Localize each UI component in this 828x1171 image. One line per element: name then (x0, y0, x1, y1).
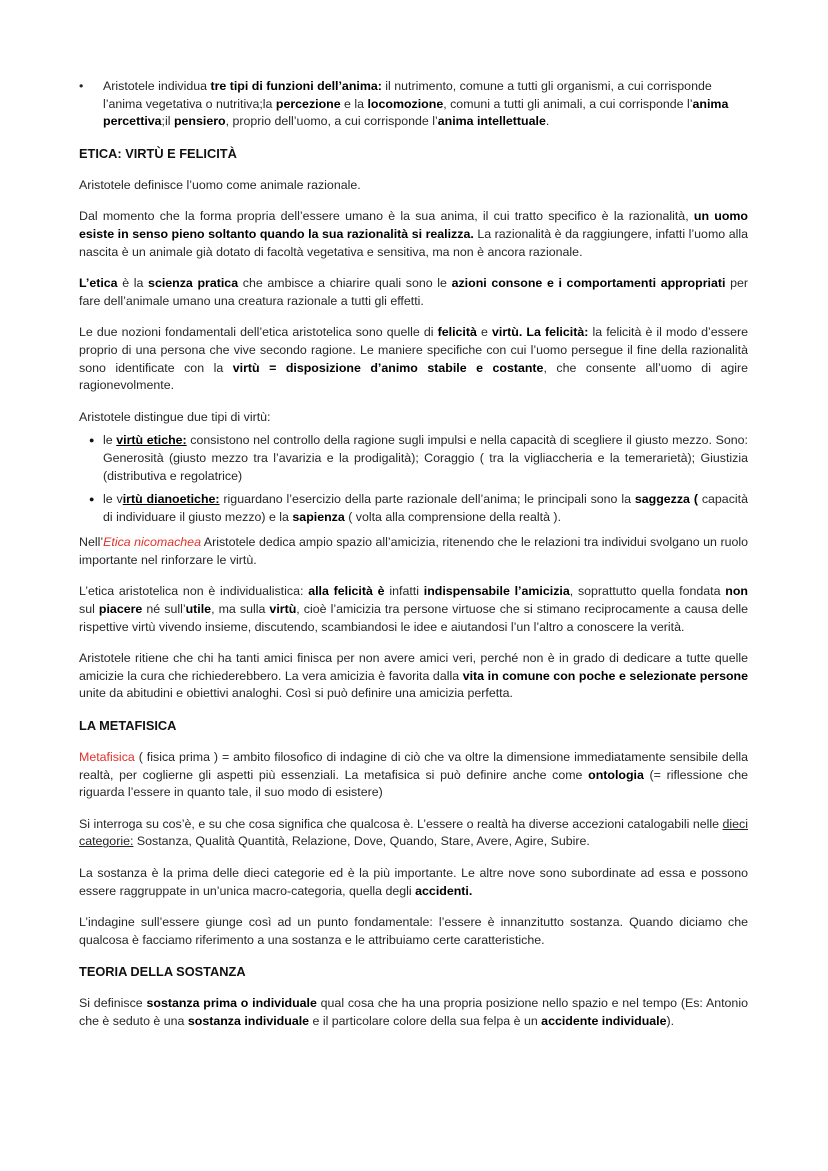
bold-run: sapienza (292, 509, 345, 524)
bold-run: scienza pratica (148, 276, 239, 291)
red-term: Metafisica (79, 750, 135, 765)
bold-run: ontologia (588, 767, 644, 782)
text-run: Nell’ (79, 535, 104, 550)
text-run: il nutrimento, comune a tutti gli organismi, a cui corrisponde l’anima vegetativa o nutritiva;la (103, 79, 712, 111)
paragraph (79, 995, 748, 1030)
bold-run: virtù etiche: (116, 433, 187, 448)
text-run: Aristotele individua (103, 79, 211, 93)
italic-title: Etica nicomachea (103, 535, 201, 550)
text-run: riguardano l’esercizio della parte razionale dell’anima; le principali sono la (219, 492, 635, 507)
text-run: Si definisce (79, 996, 147, 1011)
text-run: Si interroga su cos’è, e su che cosa significa che qualcosa è. L’essere o realtà ha diverse accezioni catalogabili nelle (79, 816, 723, 831)
text-run: per fare dell’animale umano una creatura razionale a tutti gli effetti. (79, 276, 748, 308)
bold-run: accidente individuale (541, 1013, 667, 1028)
bold-run: azioni consone e i comportamenti appropriati (451, 276, 726, 291)
bold-run: L’etica (79, 276, 118, 291)
text-run: ( volta alla comprensione della realtà ). (344, 509, 562, 524)
text-run: ( fisica prima ) = ambito filosofico di indagine di ciò che va oltre la dimensione immediatamente sensibile della realtà, per coglierne gli aspetti più essenziali. La metafisica si può definire anche come (79, 750, 748, 782)
virtue-types-list (79, 432, 748, 526)
list-item (79, 491, 748, 526)
bold-run: tre tipi di funzioni dell’anima: (210, 79, 382, 93)
text-run: La razionalità è da raggiungere, infatti l’uomo alla nascita è un animale già dotato di facoltà vegetativa e sensitiva, ma non è ancora razionale. (79, 226, 748, 259)
bold-run: sostanza prima o individuale (146, 996, 317, 1011)
bold-run: un uomo esiste in senso pieno soltanto quando la sua razionalità si realizza. (79, 209, 748, 241)
text-run: . (545, 114, 550, 129)
text-run: , soprattutto quella fondata (569, 584, 726, 599)
text-run: ). (666, 1013, 675, 1028)
text-run: La sostanza è la prima delle dieci categorie ed è la più importante. Le altre nove sono subordinate ad essa e possono essere raggruppate in un’unica macro-categoria, quella degli (79, 866, 748, 898)
paragraph: Aristotele distingue due tipi di virtù: (79, 409, 271, 424)
text-run: Aristotele dedica ampio spazio all’amicizia, ritenendo che le relazioni tra individui svolgano un ruolo importante nel rinforzare le virtù. (79, 535, 748, 567)
text-run: consistono nel controllo della ragione sugli impulsi e nella capacità di scegliere il giusto mezzo. Sono: Generosità (giusto mezzo tra l’avarizia e la prodigalità); Coraggio ( tra la vigliaccheria e la temerarietà); Giustizia (distributiva e regolatrice) (103, 433, 748, 483)
bold-run: accidenti. (415, 883, 473, 898)
bold-run: non (725, 584, 748, 599)
bold-run: irtù dianoetiche: (122, 492, 220, 507)
text-run: è la (117, 276, 149, 291)
text-run: e il particolare colore della sua felpa è un (309, 1013, 542, 1028)
list-item (79, 78, 748, 131)
bold-run: utile (185, 602, 212, 617)
list-item (79, 432, 748, 485)
text-run: e (476, 325, 493, 340)
text-run: né sull’ (142, 602, 186, 617)
text-run: Le due nozioni fondamentali dell’etica aristotelica sono quelle di (79, 325, 438, 340)
paragraph (79, 583, 748, 636)
text-run: e la (340, 96, 368, 111)
bold-run: piacere (98, 602, 143, 617)
paragraph: L’indagine sull’essere giunge così ad un punto fondamentale: l’essere è innanzitutto sostanza. Quando diciamo che qualcosa è facciamo riferimento a una sostanza e le attribuiamo certe caratteristiche. (79, 915, 748, 947)
bold-run: virtù (269, 602, 297, 617)
bold-run: virtù = disposizione d’animo stabile e costante (232, 360, 544, 375)
text-run: ;il (161, 114, 174, 129)
bold-run: virtù. La felicità: (492, 325, 589, 340)
paragraph (79, 865, 748, 900)
paragraph (79, 816, 748, 851)
bold-run: indispensabile l’amicizia (423, 584, 570, 599)
text-run: , che consente all’uomo di agire ragionevolmente. (79, 360, 748, 393)
text-run: le v (103, 492, 123, 507)
bold-run: vita in comune con poche e selezionate persone (462, 668, 749, 683)
text-run: le (103, 433, 117, 448)
text-run: (= riflessione che riguarda l’essere in quanto tale, il suo modo di esistere) (79, 767, 748, 800)
section-heading-sostanza: TEORIA DELLA SOSTANZA (79, 964, 246, 980)
text-run: , cioè l’amicizia tra persone virtuose che si stimano reciprocamente a causa delle rispettive virtù vivendo insieme, discutendo, scambiandosi le idee e aiutandosi l’un l’altro a conoscere la verità. (79, 602, 748, 634)
paragraph (79, 650, 748, 703)
text-run: la felicità è il modo d’essere proprio di una persona che vive secondo ragione. Le maniere specifiche con cui l’uomo persegue il fine della razionalità sono identificate con la (79, 325, 748, 375)
bold-run: locomozione (367, 96, 444, 111)
bold-run: alla felicità è (308, 584, 385, 599)
bold-run: anima percettiva (103, 96, 729, 129)
text-run: capacità di individuare il giusto mezzo) e la (103, 492, 748, 524)
bold-run: saggezza ( (634, 492, 698, 507)
bold-run: sostanza individuale (187, 1013, 310, 1028)
paragraph (79, 749, 748, 802)
bold-run: pensiero (173, 114, 226, 129)
text-run: qual cosa che ha una propria posizione nello spazio e nel tempo (Es: Antonio che è seduto è una (79, 996, 748, 1028)
text-run: , comuni a tutti gli animali, a cui corrisponde l’ (443, 96, 693, 111)
paragraph (79, 275, 748, 310)
text-run: , proprio dell’uomo, a cui corrisponde l’ (225, 114, 438, 129)
text-run: Aristotele ritiene che chi ha tanti amici finisca per non avere amici veri, perché non è in grado di dedicare a tutte quelle amicizie la cura che richiederebbero. La vera amicizia è favorita dalla (79, 651, 748, 683)
bold-run: anima intellettuale (437, 114, 546, 129)
section-heading-metafisica: LA METAFISICA (79, 718, 177, 734)
bold-run: percezione (275, 96, 341, 111)
text-run: unite da abitudini e obiettivi analoghi. Così si può definire una amicizia perfetta. (79, 686, 513, 701)
text-run: Dal momento che la forma propria dell’essere umano è la sua anima, il cui tratto specifico è la razionalità, (79, 209, 694, 224)
paragraph (79, 324, 748, 394)
text-run: infatti (384, 584, 424, 599)
text-run: L’etica aristotelica non è individualistica: (79, 584, 309, 599)
paragraph: Aristotele definisce l’uomo come animale razionale. (79, 177, 361, 192)
paragraph (79, 208, 748, 261)
text-run: sul (79, 602, 99, 617)
text-run: Sostanza, Qualità Quantità, Relazione, Dove, Quando, Stare, Avere, Agire, Subire. (133, 834, 590, 849)
bold-run: felicità (437, 325, 477, 340)
section-heading-etica: ETICA: VIRTÙ E FELICITÀ (79, 145, 237, 161)
anima-functions-list (79, 78, 748, 131)
underlined-run: dieci categorie: (79, 816, 748, 849)
text-run: , ma sulla (211, 602, 270, 617)
text-run: che ambisce a chiarire quali sono le (238, 276, 452, 291)
paragraph (79, 534, 748, 569)
